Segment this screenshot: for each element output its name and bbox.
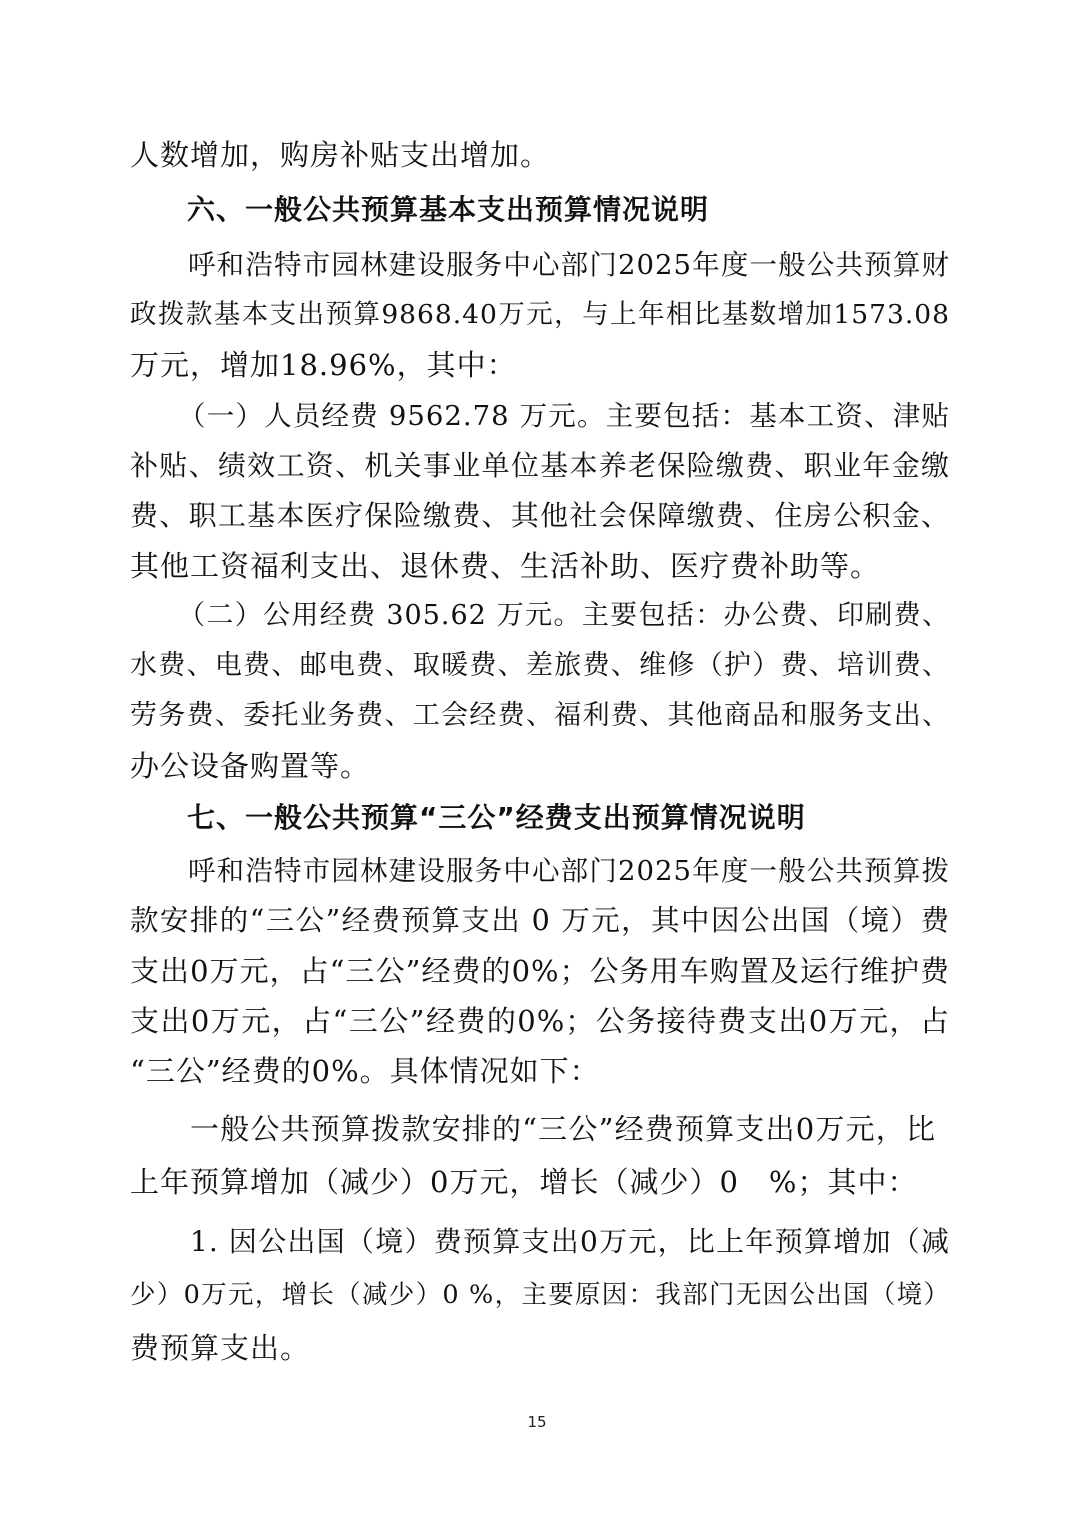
paragraph-line: 支出0万元，占“三公”经费的0%；公务接待费支出0万元，占 <box>130 1004 950 1038</box>
page-number: 15 <box>527 1413 547 1431</box>
paragraph-line: 上年预算增加（减少）0万元，增长（减少）0 %；其中： <box>130 1165 918 1199</box>
paragraph-line: 费预算支出。 <box>130 1331 311 1365</box>
paragraph-line: 办公设备购置等。 <box>130 749 371 783</box>
paragraph-line: 呼和浩特市园林建设服务中心部门2025年度一般公共预算拨 <box>188 855 950 887</box>
paragraph-line: 一般公共预算拨款安排的“三公”经费预算支出0万元，比 <box>190 1112 936 1146</box>
paragraph-line: 呼和浩特市园林建设服务中心部门2025年度一般公共预算财 <box>188 249 950 281</box>
paragraph-line: 少）0万元，增长（减少）0 %，主要原因：我部门无因公出国（境） <box>130 1280 950 1310</box>
paragraph-line: “三公”经费的0%。具体情况如下： <box>130 1054 600 1088</box>
paragraph-line: （一）人员经费 9562.78 万元。主要包括：基本工资、津贴 <box>178 400 950 432</box>
paragraph-line: 万元，增加18.96%，其中： <box>130 348 517 382</box>
paragraph-line: 其他工资福利支出、退休费、生活补助、医疗费补助等。 <box>130 549 881 583</box>
section-heading-seven: 七、一般公共预算“三公”经费支出预算情况说明 <box>187 801 806 834</box>
paragraph-line: 政拨款基本支出预算9868.40万元，与上年相比基数增加1573.08 <box>130 299 950 330</box>
paragraph-line: 补贴、绩效工资、机关事业单位基本养老保险缴费、职业年金缴 <box>130 449 950 482</box>
section-heading-six: 六、一般公共预算基本支出预算情况说明 <box>187 193 710 226</box>
paragraph-line: 支出0万元，占“三公”经费的0%；公务用车购置及运行维护费 <box>130 954 950 988</box>
paragraph-line: 费、职工基本医疗保险缴费、其他社会保障缴费、住房公积金、 <box>130 499 950 532</box>
paragraph-line: 1. 因公出国（境）费预算支出0万元，比上年预算增加（减 <box>190 1225 950 1258</box>
paragraph-line: 劳务费、委托业务费、工会经费、福利费、其他商品和服务支出、 <box>130 700 950 731</box>
paragraph-line: （二）公用经费 305.62 万元。主要包括：办公费、印刷费、 <box>178 600 950 631</box>
paragraph-line: 人数增加，购房补贴支出增加。 <box>130 138 551 172</box>
paragraph-line: 款安排的“三公”经费预算支出 0 万元，其中因公出国（境）费 <box>130 904 950 937</box>
paragraph-line: 水费、电费、邮电费、取暖费、差旅费、维修（护）费、培训费、 <box>130 650 950 681</box>
